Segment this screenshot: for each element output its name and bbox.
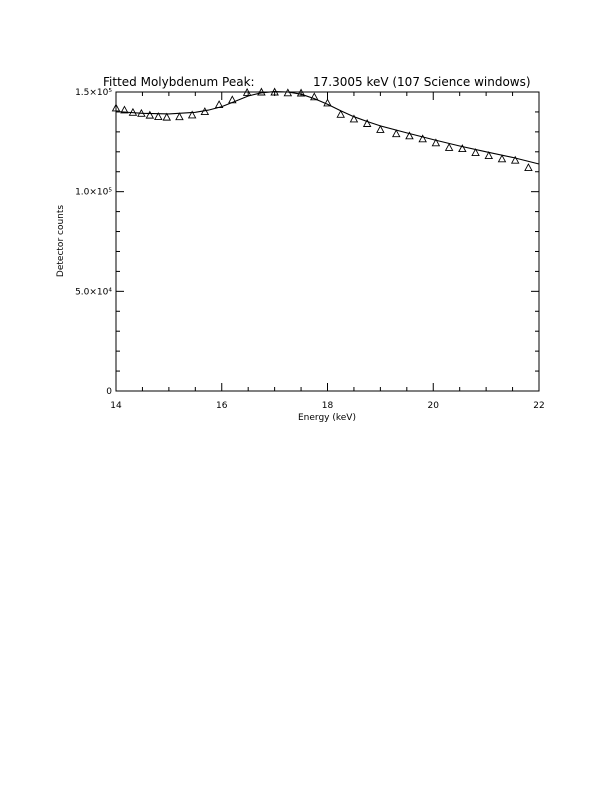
x-tick-label: 14 (110, 401, 122, 411)
x-tick-label: 20 (427, 401, 439, 411)
x-tick-label: 22 (533, 401, 545, 411)
y-tick-label: 5.0×10⁴ (75, 287, 112, 298)
y-tick-label: 1.0×10⁵ (75, 187, 112, 198)
y-tick-label: 0 (106, 387, 112, 397)
data-point-triangle (163, 114, 170, 121)
data-points (113, 89, 532, 171)
chart-title-left: Fitted Molybdenum Peak: (103, 75, 255, 89)
fit-curve-layer (116, 92, 539, 164)
data-point-triangle (498, 155, 505, 162)
x-tick-label: 18 (321, 401, 334, 411)
data-point-triangle (446, 144, 453, 151)
data-point-triangle (146, 112, 153, 119)
x-axis-ticks (110, 92, 544, 411)
chart-title-right: 17.3005 keV (107 Science windows) (313, 75, 531, 89)
x-tick-label: 16 (216, 401, 228, 411)
data-point-triangle (525, 164, 532, 171)
fit-curve (116, 92, 539, 164)
x-axis-label: Energy (keV) (298, 413, 356, 423)
y-axis-label: Detector counts (56, 204, 66, 278)
y-tick-label: 1.5×10⁵ (75, 88, 112, 98)
y-axis-ticks (75, 88, 539, 397)
plot-frame (116, 92, 539, 391)
data-point-triangle (176, 113, 183, 120)
plot-border (116, 92, 539, 391)
